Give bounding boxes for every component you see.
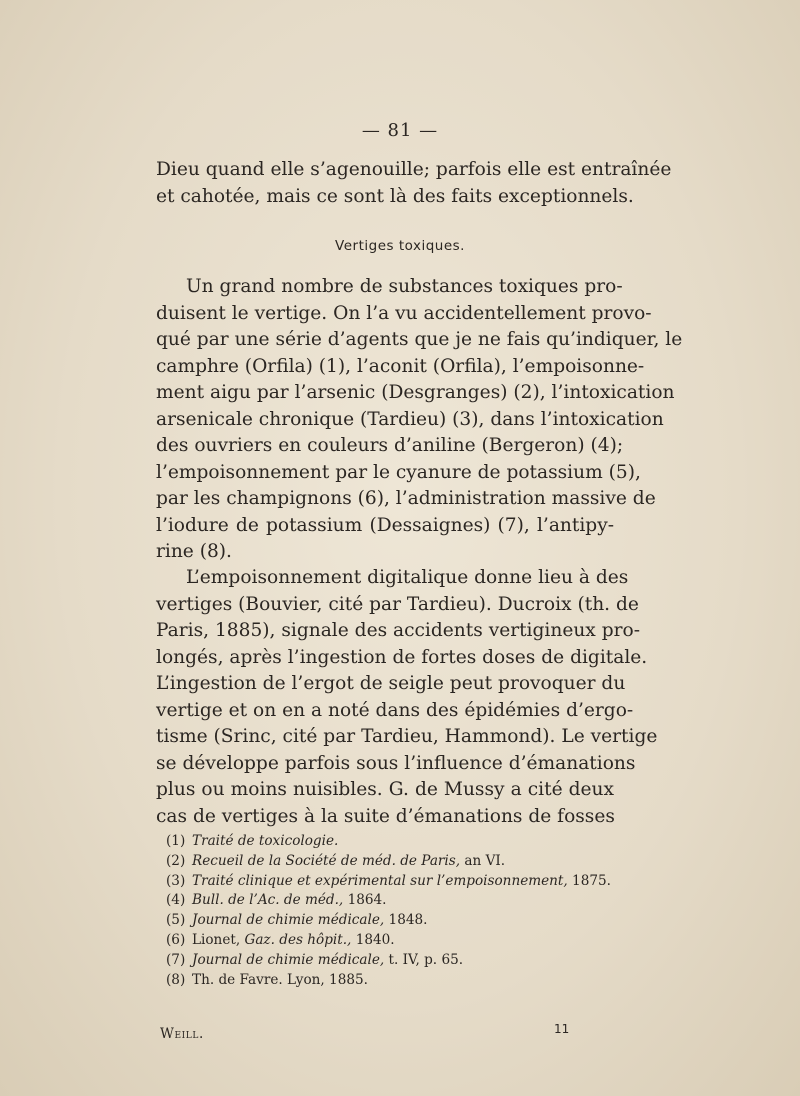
footnote-suffix: 1875. (567, 872, 611, 889)
footnote-title: Journal de chimie médicale, (192, 951, 385, 968)
footnote-suffix: 1864. (343, 892, 387, 909)
footnote-title: Traité clinique et expérimental sur l’empoisonnement, (192, 872, 568, 889)
text-line: l’empoisonnement par le cyanure de potassium (5), (156, 461, 641, 483)
text-line: par les champignons (6), l’administration massive de (156, 488, 656, 509)
text-line: rine (8). (156, 541, 232, 562)
footnote-suffix: t. IV, p. 65. (384, 951, 464, 968)
footnote (166, 872, 626, 892)
footnote-title: Gaz. des hôpit., (244, 931, 352, 948)
text-line: ment aigu par l’arsenic (Desgranges) (2), l’intoxication (156, 382, 675, 403)
text-line: duisent le vertige. On l’a vu accidentellement provo- (156, 302, 652, 324)
printer-signature: Weill. (160, 1026, 204, 1042)
footnote-title: Journal de chimie médicale, (192, 912, 385, 929)
text-line: l’iodure de potassium (Dessaignes) (7), l’antipy- (156, 514, 614, 536)
footnote-suffix: 1848. (384, 912, 428, 929)
footnote-number: (4) (166, 892, 186, 909)
footnote-number: (6) (166, 931, 186, 948)
sheet-number: 11 (554, 1022, 570, 1036)
footnote-number: (2) (166, 852, 186, 869)
footnote-suffix: 1840. (351, 931, 395, 948)
footnote (166, 951, 626, 971)
text-line: des ouvriers en couleurs d’aniline (Bergeron) (4); (156, 435, 624, 456)
text-line: vertige et on en a noté dans des épidémies d’ergo- (156, 699, 634, 721)
paragraph-2 (156, 565, 658, 830)
text-line: cas de vertiges à la suite d’émanations de fosses (156, 805, 615, 827)
page-number: — 81 — (361, 120, 439, 141)
text-line: plus ou moins nuisibles. G. de Mussy a cité deux (156, 779, 614, 800)
text-line: Dieu quand elle s’agenouille; parfois elle est entraînée (156, 159, 672, 180)
section-title: Vertiges toxiques. (335, 238, 465, 254)
text-line: se développe parfois sous l’influence d’émanations (156, 752, 636, 774)
text-line: longés, après l’ingestion de fortes doses de digitale. (156, 646, 648, 668)
text-line: vertiges (Bouvier, cité par Tardieu). Ducroix (th. de (156, 593, 639, 615)
paragraph-1 (156, 274, 683, 566)
footnote-number: (7) (166, 951, 186, 968)
footnote (166, 891, 626, 911)
footnote (166, 911, 626, 931)
footnote (166, 852, 626, 872)
text-line: L’ingestion de l’ergot de seigle peut provoquer du (156, 673, 626, 694)
footnote-number: (3) (166, 872, 186, 889)
footnote-number: (1) (166, 833, 186, 849)
footnote (166, 832, 626, 852)
footnote-suffix: an VI. (460, 852, 506, 869)
intro-text (156, 157, 672, 210)
footnote-title: Bull. de l’Ac. de méd., (192, 892, 344, 909)
footnote-prefix: Th. de Favre. Lyon, 1885. (192, 971, 368, 988)
footnotes (166, 832, 626, 990)
footnote (166, 971, 626, 991)
footnote-title: Traité de toxicologie. (192, 833, 339, 849)
text-line: camphre (Orfila) (1), l’aconit (Orfila), l’empoisonne- (156, 355, 645, 377)
footnote-title: Recueil de la Société de méd. de Paris, (192, 852, 461, 869)
text-line: Paris, 1885), signale des accidents vertigineux pro- (156, 620, 640, 641)
footnote-prefix: Lionet, (192, 931, 245, 948)
text-line: qué par une série d’agents que je ne fais qu’indiquer, le (156, 329, 683, 350)
text-line: tisme (Srinc, cité par Tardieu, Hammond). Le vertige (156, 726, 658, 747)
text-line: arsenicale chronique (Tardieu) (3), dans l’intoxication (156, 408, 664, 430)
footnote-number: (8) (166, 971, 186, 988)
text-line: et cahotée, mais ce sont là des faits exceptionnels. (156, 185, 634, 207)
text-line: Un grand nombre de substances toxiques pro- (186, 276, 623, 297)
footnote-number: (5) (166, 912, 186, 929)
footnote (166, 931, 626, 951)
text-line: L’empoisonnement digitalique donne lieu à des (186, 567, 629, 588)
